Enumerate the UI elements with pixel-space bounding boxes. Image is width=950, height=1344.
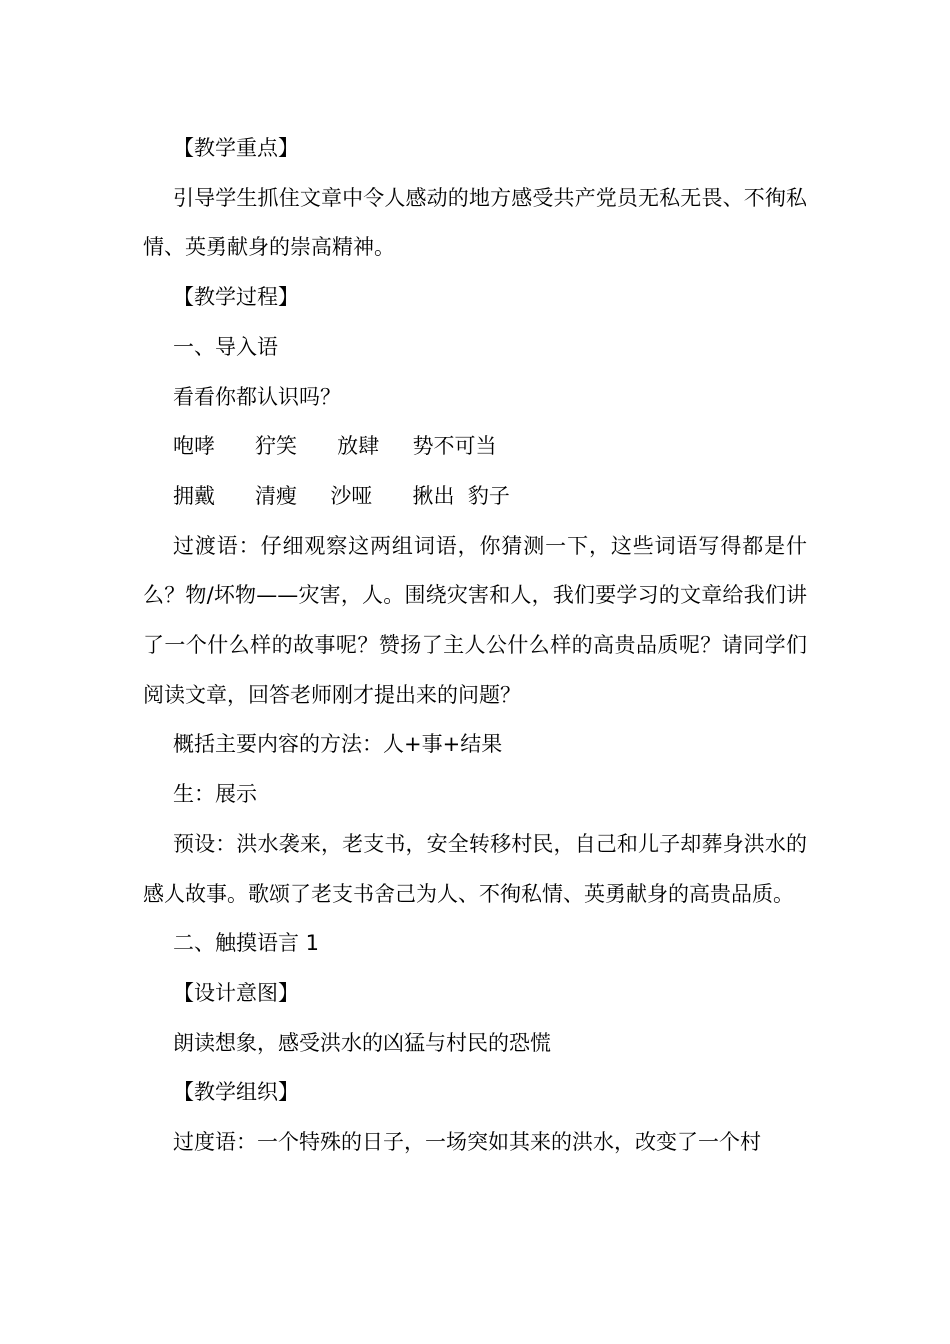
paragraph-student-show: 生：展示 [173, 782, 257, 807]
paragraph-question: 看看你都认识吗？ [173, 384, 341, 409]
paragraph-preset: 预设：洪水袭来，老支书，安全转移村民，自己和儿子却葬身洪水的感人故事。歌颂了老支书舍己为人、不徇私情、英勇献身的高贵品质。 [143, 831, 807, 906]
word-group-2: 拥戴 清瘦 沙哑 揪出 豹子 [173, 483, 510, 508]
section-heading-intro: 一、导入语 [173, 334, 278, 359]
document-body [143, 124, 807, 1168]
paragraph-design-intent: 朗读想象，感受洪水的凶猛与村民的恐慌 [173, 1030, 551, 1055]
heading-design-intent: 【设计意图】 [173, 980, 299, 1005]
paragraph-teaching-focus: 引导学生抓住文章中令人感动的地方感受共产党员无私无畏、不徇私情、英勇献身的崇高精神。 [143, 185, 807, 260]
word-group-1: 咆哮 狞笑 放肆 势不可当 [173, 434, 497, 459]
paragraph-summary-method: 概括主要内容的方法：人+事+结果 [173, 732, 503, 757]
heading-teaching-focus: 【教学重点】 [173, 136, 299, 160]
heading-teaching-organization: 【教学组织】 [173, 1080, 299, 1105]
section-heading-language: 二、触摸语言 1 [173, 931, 320, 956]
paragraph-transition-2: 过度语：一个特殊的日子，一场突如其来的洪水，改变了一个村 [173, 1130, 761, 1155]
heading-teaching-process: 【教学过程】 [173, 285, 299, 310]
paragraph-transition: 过渡语：仔细观察这两组词语，你猜测一下，这些词语写得都是什么？物/坏物——灾害，人。围绕灾害和人，我们要学习的文章给我们讲了一个什么样的故事呢？赞扬了主人公什么样的高贵品质呢？请同学们阅读文章，回答老师刚才提出来的问题？ [143, 533, 807, 707]
